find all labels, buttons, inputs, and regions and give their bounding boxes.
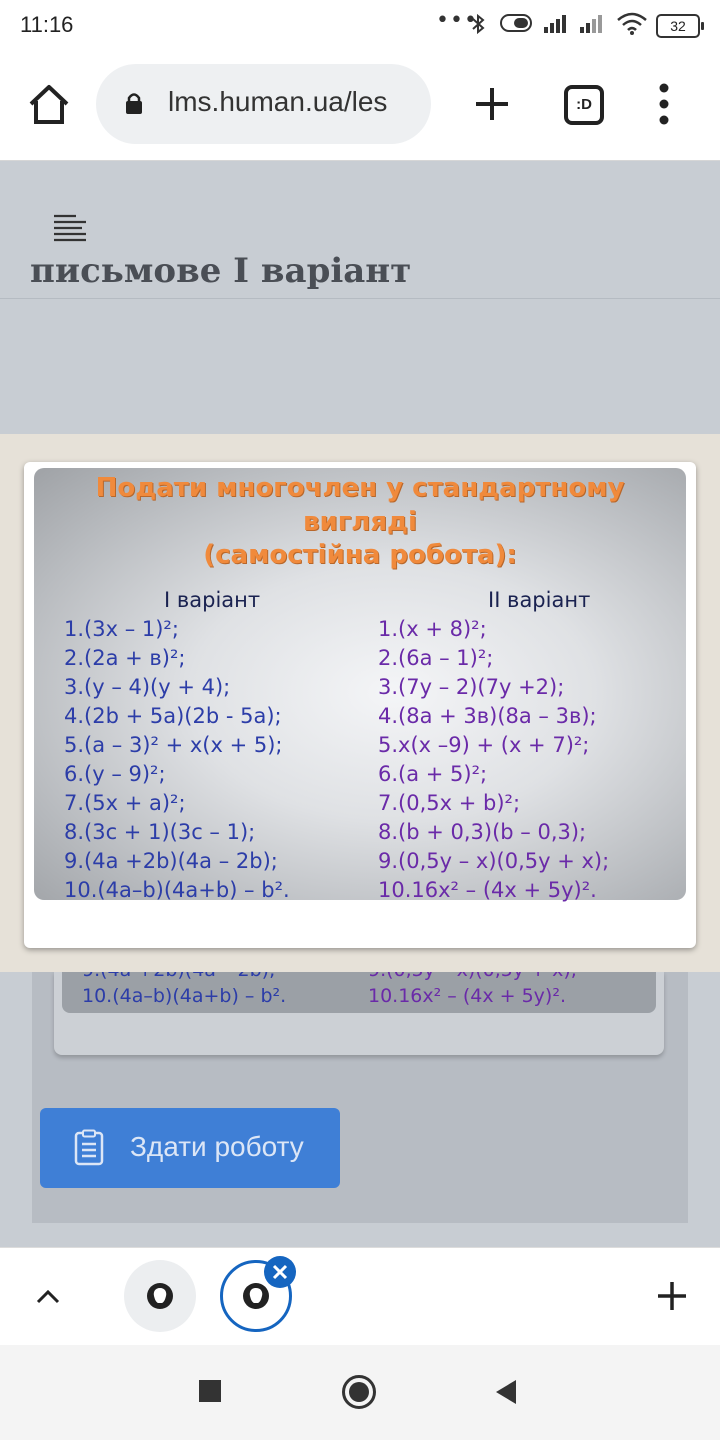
recents-icon[interactable] xyxy=(199,1380,221,1402)
slide-title-line-1: Подати многочлен у стандартному xyxy=(95,473,625,503)
address-bar[interactable] xyxy=(96,64,431,144)
page-heading-faded xyxy=(30,251,430,301)
variant-2-item: 5.x(x –9) + (x + 7)²; xyxy=(378,733,590,757)
wifi-icon xyxy=(616,12,648,36)
variant-2-heading: II варіант xyxy=(488,588,591,612)
tab-thumbnail[interactable] xyxy=(124,1260,196,1332)
slide-title-line-3: (самостійна робота): xyxy=(203,540,517,570)
url-text: lms.human.ua/les xyxy=(168,86,388,117)
image-lightbox-overlay[interactable] xyxy=(0,434,720,972)
signal-icon-2 xyxy=(578,12,608,34)
document-icon xyxy=(74,1130,104,1166)
variant-2-item: 1.(x + 8)²; xyxy=(378,617,487,641)
slide-image-behind xyxy=(62,971,656,1013)
variant-2-item: 9.(0,5y – x)(0,5y + x); xyxy=(378,849,610,873)
variant-1-item: 7.(5x + a)²; xyxy=(64,791,186,815)
plus-icon[interactable] xyxy=(654,1278,690,1314)
variant-1-item: 10.(4a–b)(4a+b) – b². xyxy=(64,878,290,902)
signal-icon xyxy=(542,12,572,34)
slide-frame-behind xyxy=(54,971,664,1055)
bluetooth-icon xyxy=(470,12,486,36)
submit-work-button[interactable] xyxy=(40,1108,340,1188)
battery-indicator: 32 xyxy=(656,14,700,38)
slide-title-line-2: вигляді xyxy=(303,507,417,537)
variant-1-item: 3.(y – 4)(y + 4); xyxy=(64,675,231,699)
variant-2-item: 2.(6a – 1)²; xyxy=(378,646,494,670)
home-nav-dot xyxy=(349,1382,369,1402)
plus-icon[interactable] xyxy=(468,80,516,128)
variant-1-item: 1.(3x – 1)²; xyxy=(64,617,179,641)
variant-1-item: 6.(y – 9)²; xyxy=(64,762,166,786)
variant-1-item: 9.(4a +2b)(4a – 2b); xyxy=(64,849,278,873)
variant-2-item: 6.(a + 5)²; xyxy=(378,762,488,786)
behind-line: 10.16x² – (4x + 5y)². xyxy=(368,985,566,1007)
variant-1-item: 4.(2b + 5a)(2b - 5a); xyxy=(64,704,282,728)
slide-image xyxy=(34,468,686,900)
header-divider xyxy=(0,298,720,299)
slide-card-behind xyxy=(32,971,688,1081)
chevron-up-icon[interactable] xyxy=(34,1284,62,1308)
site-favicon-icon xyxy=(242,1282,270,1310)
back-icon[interactable] xyxy=(494,1378,518,1406)
behind-line: 10.(4a–b)(4a+b) – b². xyxy=(82,985,287,1007)
variant-2-item: 7.(0,5x + b)²; xyxy=(378,791,521,815)
submit-area xyxy=(32,1081,688,1223)
variant-1-item: 5.(a – 3)² + x(x + 5); xyxy=(64,733,283,757)
close-icon xyxy=(272,1264,288,1280)
variant-2-item: 10.16x² – (4x + 5y)². xyxy=(378,878,597,902)
tab-switcher-label: :D xyxy=(564,85,604,125)
variant-2-item: 8.(b + 0,3)(b – 0,3); xyxy=(378,820,587,844)
variant-2-item: 4.(8a + 3в)(8a – 3в); xyxy=(378,704,597,728)
vibrate-icon xyxy=(498,12,534,34)
variant-1-heading: I варіант xyxy=(164,588,261,612)
menu-lines-icon[interactable] xyxy=(52,213,88,245)
page-heading-text: письмове І варіант xyxy=(30,251,412,291)
home-nav-icon[interactable] xyxy=(342,1375,376,1409)
submit-work-label: Здати роботу xyxy=(130,1131,304,1162)
tab-strip xyxy=(0,1247,720,1346)
variant-1-item: 8.(3c + 1)(3c – 1); xyxy=(64,820,256,844)
status-dots: ••• xyxy=(436,8,478,33)
home-icon[interactable] xyxy=(26,82,72,128)
lightbox-frame xyxy=(24,462,696,948)
site-favicon-icon xyxy=(146,1282,174,1310)
more-vert-icon[interactable] xyxy=(640,80,688,128)
system-nav-bar xyxy=(0,1345,720,1440)
variant-2-item: 3.(7y – 2)(7y +2); xyxy=(378,675,565,699)
variant-1-item: 2.(2a + в)²; xyxy=(64,646,186,670)
browser-toolbar xyxy=(0,52,720,161)
lock-icon xyxy=(124,92,144,114)
tab-switcher-button[interactable] xyxy=(560,82,606,128)
close-tab-button[interactable] xyxy=(264,1256,296,1288)
status-time: 11:16 xyxy=(20,12,74,37)
status-bar xyxy=(0,0,720,52)
